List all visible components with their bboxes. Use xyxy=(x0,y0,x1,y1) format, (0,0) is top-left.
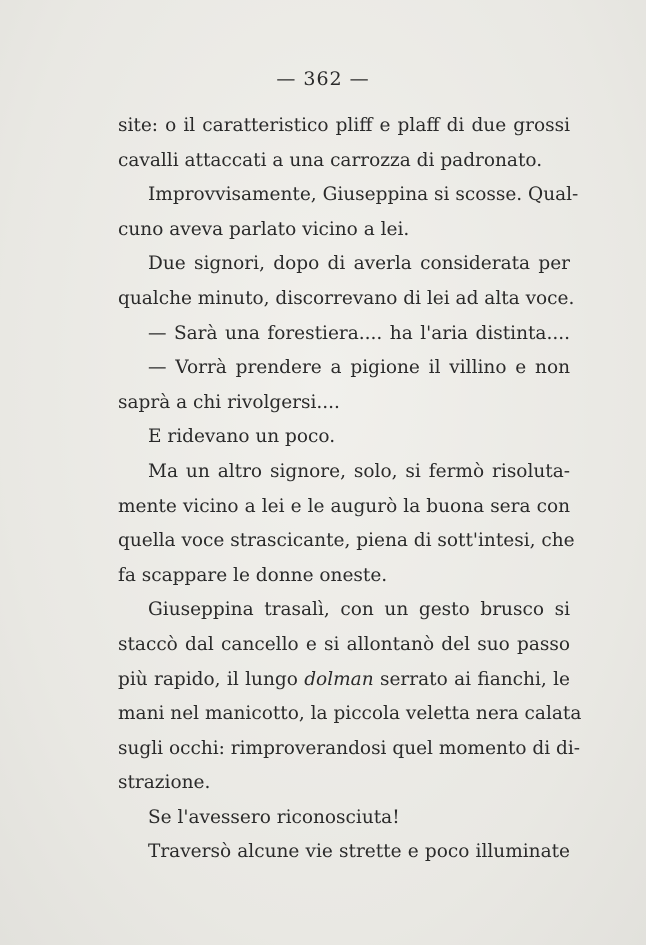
page-text xyxy=(118,109,582,870)
text-segment: serrato ai fianchi, le xyxy=(373,668,570,690)
page-number: — 362 — xyxy=(276,68,370,90)
text-line: fa scappare le donne oneste. xyxy=(118,564,388,586)
text-line: cavalli attaccati a una carrozza di padronato. xyxy=(118,149,543,171)
text-line: E ridevano un poco. xyxy=(148,426,336,448)
text-line: Improvvisamente, Giuseppina si scosse. Qual- xyxy=(148,184,579,206)
text-line: site: o il caratteristico pliff e plaff di due grossi xyxy=(118,115,570,136)
text-line: — Sarà una forestiera.... ha l'aria distinta.... xyxy=(148,322,570,344)
text-segment: più rapido, il lungo xyxy=(118,668,305,690)
text-line: — Vorrà prendere a pigione il villino e non xyxy=(148,357,570,379)
text-line: strazione. xyxy=(118,772,211,794)
text-line: mente vicino a lei e le augurò la buona sera con xyxy=(118,495,570,517)
text-line: Traversò alcune vie strette e poco illuminate xyxy=(148,841,570,863)
text-line: quella voce strascicante, piena di sott'intesi, che xyxy=(118,530,575,552)
text-line-with-italic xyxy=(118,663,570,698)
text-line: cuno aveva parlato vicino a lei. xyxy=(118,218,410,240)
text-line: Se l'avessero riconosciuta! xyxy=(148,806,400,828)
text-line: qualche minuto, discorrevano di lei ad alta voce. xyxy=(118,287,575,309)
text-line: Ma un altro signore, solo, si fermò risoluta- xyxy=(148,460,570,482)
text-line: mani nel manicotto, la piccola veletta nera calata xyxy=(118,703,582,725)
text-line: staccò dal cancello e si allontanò del suo passo xyxy=(118,633,570,655)
text-line: Giuseppina trasalì, con un gesto brusco si xyxy=(148,599,570,621)
text-line: sugli occhi: rimproverandosi quel momento di di- xyxy=(118,737,581,759)
text-line: saprà a chi rivolgersi.... xyxy=(118,391,340,413)
text-line: Due signori, dopo di averla considerata per xyxy=(148,253,570,275)
italic-word: dolman xyxy=(304,668,374,690)
